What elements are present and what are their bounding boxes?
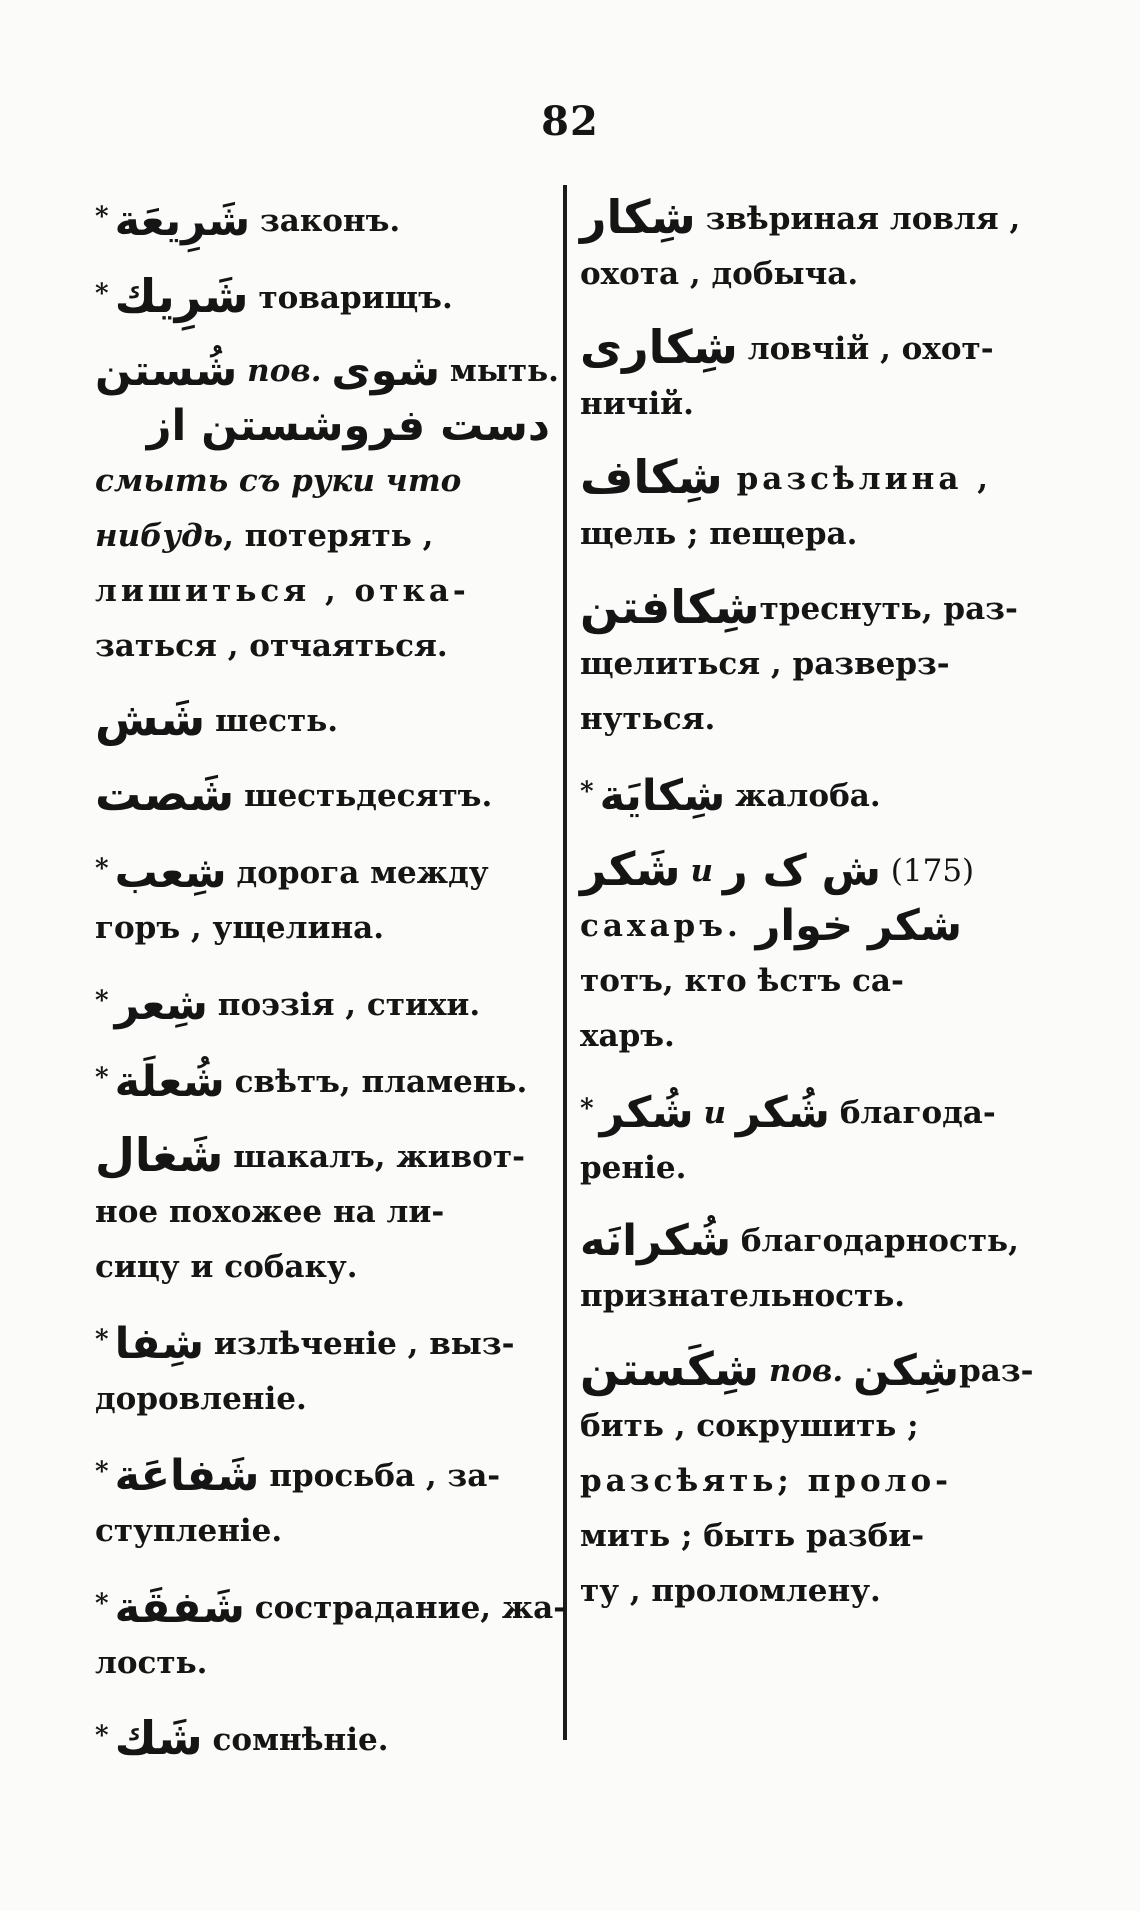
arabic-headword: شِکایَة: [599, 771, 726, 821]
arabic-headword: شَك: [114, 1711, 203, 1765]
definition: сострадание, жа-: [254, 1590, 567, 1626]
definition: харъ.: [580, 1018, 675, 1054]
definition: мыть.: [449, 353, 559, 389]
arabic-headword: شَصت: [95, 767, 235, 821]
arabic-root: ش ک ر: [722, 846, 881, 896]
definition: бить , сокрушить ;: [580, 1408, 919, 1444]
asterisk: *: [95, 1325, 109, 1355]
arabic-headword-variant: شُکر: [735, 1088, 830, 1138]
entry-shifa: [95, 1313, 550, 1427]
entry-shafaa: [95, 1445, 550, 1559]
arabic-headword: شَفاعَة: [114, 1451, 260, 1501]
definition: сахаръ.: [580, 908, 742, 944]
entry-shast: [95, 767, 550, 824]
arabic-headword: شِکَستن: [580, 1342, 759, 1396]
definition: благодарность,: [740, 1223, 1019, 1259]
arabic-headword: شُکرانَه: [580, 1216, 732, 1266]
asterisk: *: [95, 1457, 109, 1487]
entry-sharik: [95, 267, 550, 326]
definition: лость.: [95, 1645, 208, 1681]
asterisk: *: [95, 202, 109, 232]
definition: разсѣять; проло-: [580, 1463, 953, 1499]
entry-shikaftan: [580, 580, 1040, 747]
conjunction: и: [703, 1095, 727, 1131]
definition: щель ; пещера.: [580, 516, 858, 552]
entry-shola: [95, 1051, 550, 1110]
arabic-headword: شَش: [95, 692, 206, 746]
entry-shostan: [95, 344, 559, 674]
definition: лишиться , отка-: [95, 573, 470, 609]
definition: шакалъ, живот-: [233, 1139, 525, 1175]
definition: жалоба.: [735, 778, 881, 814]
definition: сомнѣніе.: [212, 1722, 389, 1758]
arabic-headword: شُکر: [599, 1088, 694, 1138]
definition: шесть.: [215, 703, 339, 739]
definition: разсѣлина ,: [736, 461, 992, 497]
entry-shikari: [580, 320, 1040, 432]
arabic-imperative: شِکن: [853, 1346, 960, 1396]
definition: законъ.: [260, 203, 401, 239]
entry-shib: [95, 842, 550, 956]
definition: , потерять ,: [223, 518, 434, 554]
arabic-headword: شُستن: [95, 346, 238, 396]
asterisk: *: [580, 1094, 594, 1124]
asterisk: *: [95, 1589, 109, 1619]
definition: ступленіе.: [95, 1513, 283, 1549]
definition: дорога между: [236, 855, 489, 891]
definition: признательность.: [580, 1278, 906, 1314]
conjunction: и: [690, 853, 714, 889]
definition: ловчій , охот-: [747, 331, 994, 367]
entry-shukrana: [580, 1214, 1040, 1324]
asterisk: *: [95, 1721, 109, 1751]
definition: ное похожее на ли-: [95, 1194, 445, 1230]
definition: товарищъ.: [258, 280, 453, 316]
definition: раз-: [959, 1353, 1034, 1389]
entry-sharia: [95, 190, 550, 249]
entry-shikastan: [580, 1342, 1040, 1619]
definition: просьба , за-: [269, 1458, 501, 1494]
arabic-headword: شَکر: [580, 842, 681, 896]
arabic-headword: شَغال: [95, 1128, 224, 1182]
definition: свѣтъ, пламень.: [234, 1064, 528, 1100]
asterisk: *: [95, 1063, 109, 1093]
arabic-headword: شَرِيك: [114, 269, 249, 323]
right-column: [580, 190, 1040, 1637]
definition: благода-: [839, 1095, 996, 1131]
definition: излѣченіе , выз-: [213, 1326, 515, 1362]
definition: нибудь: [95, 518, 224, 554]
entry-shikaya: [580, 765, 1040, 824]
arabic-headword: شُعلَة: [114, 1057, 225, 1107]
entry-shash: [95, 692, 550, 749]
entry-shakar: [580, 842, 1040, 1064]
definition: мить ; быть разби-: [580, 1518, 925, 1554]
definition: сицу и собаку.: [95, 1249, 358, 1285]
arabic-imperative: شوی: [331, 346, 441, 396]
arabic-headword: شِکاری: [580, 320, 738, 374]
arabic-headword: شِکافتن: [580, 580, 760, 634]
asterisk: *: [95, 854, 109, 884]
arabic-headword: شَفقَة: [114, 1583, 245, 1633]
definition: охота , добыча.: [580, 256, 859, 292]
definition: шестьдесятъ.: [244, 778, 493, 814]
arabic-headword: شِکار: [580, 190, 696, 244]
definition: тотъ, кто ѣстъ са-: [580, 963, 904, 999]
arabic-headword: شَرِيعَة: [114, 196, 251, 246]
entry-shagal: [95, 1128, 550, 1295]
entry-shak: [95, 1709, 550, 1768]
definition: поэзія , стихи.: [217, 987, 481, 1023]
entry-shikaf: [580, 450, 1040, 562]
arabic-compound: شکر خوار: [755, 901, 963, 951]
imperative-abbr: пов.: [768, 1353, 844, 1389]
definition: щелиться , разверз-: [580, 646, 950, 682]
asterisk: *: [95, 986, 109, 1016]
arabic-headword: شِکاف: [580, 450, 723, 504]
definition: смыть съ руки что: [95, 463, 462, 499]
arabic-phrase: دست فروشستن از: [146, 401, 550, 451]
arabic-headword: شِعب: [114, 848, 227, 898]
arabic-headword: شِفا: [114, 1319, 204, 1369]
entry-shafaqa: [95, 1577, 567, 1691]
definition: нуться.: [580, 701, 716, 737]
page-number: 82: [541, 98, 599, 145]
reference-number: (175): [890, 853, 975, 889]
definition: заться , отчаяться.: [95, 628, 448, 664]
entry-shir: [95, 974, 550, 1033]
definition: звѣриная ловля ,: [705, 201, 1021, 237]
imperative-abbr: пов.: [247, 353, 322, 389]
definition: доровленіе.: [95, 1381, 307, 1417]
asterisk: *: [580, 777, 594, 807]
definition: реніе.: [580, 1150, 687, 1186]
column-divider: [563, 185, 567, 1740]
arabic-headword: شِعر: [114, 980, 208, 1030]
asterisk: *: [95, 279, 109, 309]
left-column: [95, 190, 567, 1786]
definition: ничій.: [580, 386, 694, 422]
definition: ту , проломлену.: [580, 1573, 881, 1609]
entry-shikar: [580, 190, 1040, 302]
definition: треснуть, раз-: [759, 591, 1018, 627]
entry-shukr: [580, 1082, 1040, 1196]
definition: горъ , ущелина.: [95, 910, 385, 946]
